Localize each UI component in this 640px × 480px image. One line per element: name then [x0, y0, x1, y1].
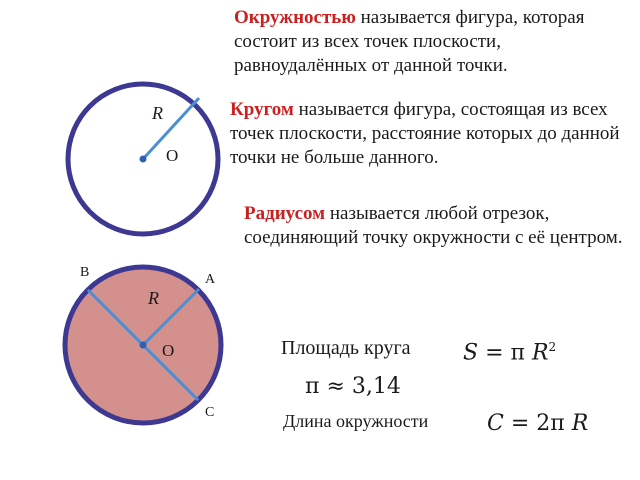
term-disk: Кругом — [230, 99, 294, 120]
definition-radius — [244, 202, 634, 250]
point-c-label: C — [205, 405, 215, 420]
point-a-label: A — [205, 272, 216, 287]
definition-circle-line-text: называется фигура, которая состоит из всех точек плоскости, равноудалённых от данной точки. — [234, 7, 585, 76]
point-b-label: B — [80, 265, 90, 280]
length-formula-var: R — [571, 411, 589, 436]
area-formula-exp: 2 — [548, 340, 557, 354]
length-label: Длина окружности — [283, 411, 429, 431]
definition-disk-text: называется фигура, состоящая из всех точек плоскости, расстояние которых до данной точки не больше данного. — [230, 99, 620, 168]
definition-disk — [230, 98, 630, 170]
definition-circle-line — [234, 6, 614, 78]
top-radius-label: R — [152, 103, 163, 123]
area-formula-var: R — [531, 340, 549, 366]
top-center-dot — [140, 156, 147, 163]
pi-approx: π ≈ 3,14 — [305, 374, 401, 399]
bottom-radius-label: R — [148, 288, 159, 308]
length-formula — [487, 411, 588, 436]
bottom-center-label: O — [162, 341, 175, 360]
term-circle-line: Окружностью — [234, 7, 356, 28]
length-formula-eq: = 2π — [503, 411, 572, 436]
term-radius: Радиусом — [244, 203, 326, 224]
top-center-label: O — [166, 146, 179, 165]
area-formula — [463, 340, 556, 365]
bottom-center-dot — [140, 342, 147, 349]
area-label: Площадь круга — [281, 337, 411, 359]
length-formula-lhs: C — [487, 411, 504, 436]
area-formula-eq: = π — [478, 340, 532, 366]
definition-radius-text: называется любой отрезок, соединяющий точку окружности с её центром. — [244, 203, 623, 248]
area-formula-lhs: S — [463, 340, 479, 366]
